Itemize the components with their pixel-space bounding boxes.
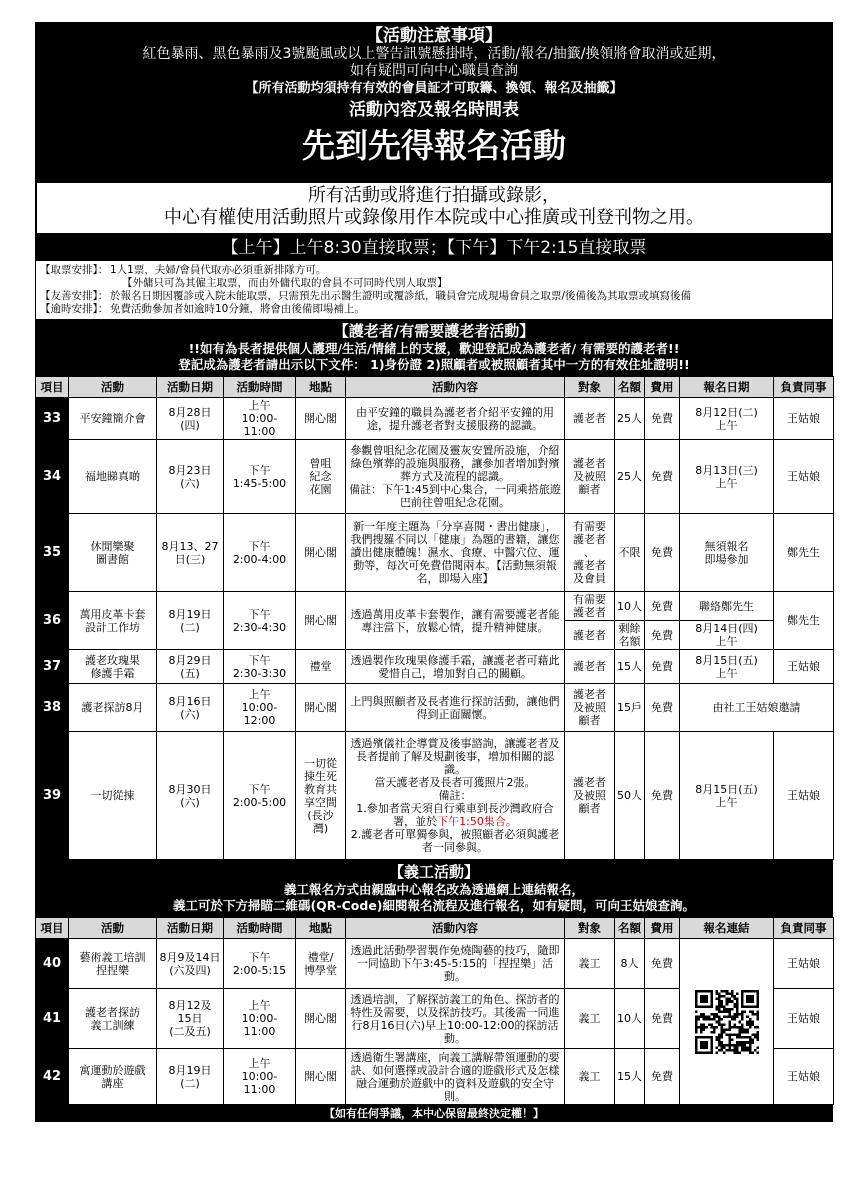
activity-fee: 免費: [645, 989, 680, 1049]
photo-notice: [35, 181, 833, 235]
staff-in-charge: 鄭先生: [774, 514, 834, 592]
col-header: 活動日期: [157, 377, 224, 398]
ticket-time-bar: 【上午】上午8:30直接取票；【下午】下午2:15直接取票: [35, 235, 833, 261]
activity-content: 新一年度主題為「分享喜閱・書出健康」，我們搜羅不同以「健康」為題的書籍，讓您讀出健康體魄！濕水、食療、中醫穴位、運動等，每次可免費借閱兩本。【活動無須報名，即場入座】: [346, 514, 565, 592]
activity-fee: 免費: [645, 592, 680, 621]
photo-notice-line-1: 所有活動或將進行拍攝或錄影，: [308, 185, 560, 206]
item-number: 36: [36, 592, 69, 650]
col-header: 活動日期: [157, 918, 224, 939]
registration-date: 8月12日(二) 上午: [680, 398, 774, 440]
assembly-time-highlight: 下午1:50集合: [437, 815, 506, 828]
col-header: 報名連結: [680, 918, 774, 939]
arrangement-notes: [35, 261, 833, 319]
col-header: 地點: [296, 918, 346, 939]
activity-time: 上午 10:00-12:00: [224, 684, 296, 732]
activity-content: 透過萬用皮革卡套製作，讓有需要護老者能專注當下，放鬆心情，提升精神健康。: [346, 592, 565, 650]
activity-quota: 25人: [615, 440, 645, 514]
item-number: 37: [36, 650, 69, 684]
col-header: 活動內容: [346, 377, 565, 398]
note-text: 1人1票，夫婦/會員代取亦必須重新排隊方可。: [110, 264, 327, 276]
activity-venue: 禮堂/ 博學堂: [296, 939, 346, 989]
flyer: [35, 22, 833, 1122]
activity-target: 護老者 及被照 顧者: [565, 684, 615, 732]
table-row: [36, 514, 834, 592]
activity-quota: 15人: [615, 1049, 645, 1105]
carer-section-sub-2: 登記成為護老者請出示以下文件： 1)身份證 2)照顧者或被照顧者其中一方的有效住址證明!!: [178, 357, 690, 372]
staff-in-charge: 王姑娘: [774, 650, 834, 684]
note-ticket: [40, 264, 828, 277]
activity-date: 8月29日 (五): [157, 650, 224, 684]
volunteer-section-title: 【義工活動】: [388, 863, 479, 881]
activity-venue: 開心閣: [296, 592, 346, 650]
volunteer-section-sub-2: 義工可於下方掃瞄二維碼(QR-Code)細閱報名流程及進行報名，如有疑問，可向王姑娘查詢。: [172, 898, 696, 913]
activity-name: 護老者探訪 義工訓練: [69, 989, 157, 1049]
col-header: 活動時間: [224, 918, 296, 939]
activity-fee: 免費: [645, 398, 680, 440]
content-text: 。 2.護老者可單獨參與，被照顧者必須與護老者一同參與。: [350, 815, 560, 854]
activity-time: 上午 10:00-11:00: [224, 1049, 296, 1105]
activity-time: 下午 2:00-4:00: [224, 514, 296, 592]
staff-in-charge: 王姑娘: [774, 1049, 834, 1105]
volunteer-activities-table: [35, 917, 834, 1105]
schedule-title: 活動內容及報名時間表: [349, 100, 519, 120]
col-header: 活動內容: [346, 918, 565, 939]
activity-target: 有需要 護老者: [565, 592, 615, 621]
table-row: [36, 650, 834, 684]
activity-target: 護老者 及被照 顧者: [565, 732, 615, 860]
table-row: [36, 939, 834, 989]
activity-name: 寓運動於遊戲 講座: [69, 1049, 157, 1105]
activity-name: 一切從捒: [69, 732, 157, 860]
activity-content: 由平安鐘的職員為護老者介紹平安鐘的用途，提升護老者對支援服務的認識。: [346, 398, 565, 440]
activity-target: 義工: [565, 989, 615, 1049]
note-late: [40, 303, 828, 316]
activity-date: 8月28日 (四): [157, 398, 224, 440]
registration-date: 聯絡鄭先生: [680, 592, 774, 621]
registration-date: 8月15日(五) 上午: [680, 650, 774, 684]
activity-fee: 免費: [645, 939, 680, 989]
activity-quota: 15人: [615, 650, 645, 684]
col-header: 費用: [645, 377, 680, 398]
col-header: 對象: [565, 918, 615, 939]
activity-venue: 曾咀 紀念 花園: [296, 440, 346, 514]
activity-fee: 免費: [645, 732, 680, 860]
col-header: 費用: [645, 918, 680, 939]
activity-target: 有需要 護老者 、 護老者 及會員: [565, 514, 615, 592]
staff-in-charge: 王姑娘: [774, 398, 834, 440]
carer-activities-table: [35, 376, 834, 860]
activity-quota: 10人: [615, 592, 645, 621]
activity-venue: 開心閣: [296, 1049, 346, 1105]
activity-date: 8月19日 (二): [157, 1049, 224, 1105]
activity-venue: 開心閣: [296, 684, 346, 732]
registration-note: 由社工王姑娘邀請: [680, 684, 834, 732]
activity-time: 上午 10:00-11:00: [224, 989, 296, 1049]
registration-date: 8月14日(四) 上午: [680, 621, 774, 650]
main-title: 先到先得報名活動: [302, 126, 566, 165]
activity-time: 下午 1:45-5:00: [224, 440, 296, 514]
col-header: 活動時間: [224, 377, 296, 398]
activity-fee: 免費: [645, 1049, 680, 1105]
activity-date: 8月19日 (二): [157, 592, 224, 650]
activity-date: 8月23日 (六): [157, 440, 224, 514]
staff-in-charge: 王姑娘: [774, 440, 834, 514]
activity-venue: 一切從 捒生死 教育共 享空間 (長沙 灣): [296, 732, 346, 860]
table-row: [36, 684, 834, 732]
item-number: 39: [36, 732, 69, 860]
col-header: 負責同事: [774, 918, 834, 939]
activity-target: 義工: [565, 1049, 615, 1105]
activity-fee: 免費: [645, 684, 680, 732]
activity-time: 下午 2:30-3:30: [224, 650, 296, 684]
activity-target: 護老者 及被照 顧者: [565, 440, 615, 514]
col-header: 活動: [69, 918, 157, 939]
notice-header: [35, 22, 833, 181]
item-number: 38: [36, 684, 69, 732]
table-header-row: [36, 377, 834, 398]
staff-in-charge: 王姑娘: [774, 989, 834, 1049]
activity-target: 護老者: [565, 621, 615, 650]
activity-name: 護老探訪8月: [69, 684, 157, 732]
notice-line-1: 紅色暴雨、黑色暴雨及3號颱風或以上警告訊號懸掛時，活動/報名/抽籤/換領將會取消或延期，: [142, 46, 726, 62]
activity-quota: 15戶: [615, 684, 645, 732]
activity-name: 福地睇真啲: [69, 440, 157, 514]
activity-content: 透過此活動學習製作免燒陶藝的技巧，隨即一同協助下午3:45-5:15的「捏捏樂」活動。: [346, 939, 565, 989]
activity-date: 8月9及14日 (六及四): [157, 939, 224, 989]
activity-venue: 開心閣: [296, 398, 346, 440]
activity-content: 透過製作玫瑰果修護手霜，讓護老者可藉此愛惜自己，增加對自己的關顧。: [346, 650, 565, 684]
notice-line-3: 【所有活動均須持有有效的會員証才可取籌、換領、報名及抽籤】: [245, 81, 623, 96]
activity-quota: 不限: [615, 514, 645, 592]
volunteer-section-header: [35, 860, 833, 917]
activity-fee: 免費: [645, 440, 680, 514]
activity-name: 休閒樂聚 圖書館: [69, 514, 157, 592]
registration-link-cell: [680, 939, 774, 1105]
staff-in-charge: 鄭先生: [774, 592, 834, 650]
activity-content: 上門與照顧者及長者進行探訪活動，讓他們得到正面關懷。: [346, 684, 565, 732]
table-row: [36, 592, 834, 621]
activity-quota: 25人: [615, 398, 645, 440]
item-number: 40: [36, 939, 69, 989]
note-label: 【逾時安排】：: [40, 303, 109, 315]
staff-in-charge: 王姑娘: [774, 732, 834, 860]
item-number: 41: [36, 989, 69, 1049]
activity-time: 下午 2:00-5:15: [224, 939, 296, 989]
activity-date: 8月12及 15日 (二及五): [157, 989, 224, 1049]
note-text: 於報名日期因覆診或入院未能取票，只需預先出示醫生證明或覆診紙，職員會完成現場會員之取票/後備後為其取票或填寫後備: [110, 290, 692, 302]
carer-section-sub-1: !!如有為長者提供個人護理/生活/情緒上的支援，歡迎登記成為護老者/ 有需要的護老者!!: [188, 341, 680, 356]
col-header: 負責同事: [774, 377, 834, 398]
note-maid: 【外傭只可為其僱主取票，而由外傭代取的會員不可同時代別人取票】: [122, 277, 448, 289]
col-header: 項目: [36, 918, 69, 939]
col-header: 對象: [565, 377, 615, 398]
col-header: 名額: [615, 377, 645, 398]
activity-name: 平安鐘簡介會: [69, 398, 157, 440]
activity-fee: 免費: [645, 514, 680, 592]
activity-quota: 10人: [615, 989, 645, 1049]
activity-content: 透過衛生署講座，向義工講解帶領運動的要訣、如何選擇或設計合適的遊戲形式及怎樣融合運動於遊戲中的資料及遊戲的安全守則。: [346, 1049, 565, 1105]
note-text: 免費活動參加者如逾時10分鐘，將會由後備即場補上。: [110, 303, 365, 315]
activity-name: 萬用皮革卡套 設計工作坊: [69, 592, 157, 650]
activity-name: 護老玫瑰果 修護手霜: [69, 650, 157, 684]
activity-quota: 剩餘 名額: [615, 621, 645, 650]
activity-name: 藝術義工培訓 捏捏樂: [69, 939, 157, 989]
activity-date: 8月30日 (六): [157, 732, 224, 860]
table-row: [36, 398, 834, 440]
activity-venue: 禮堂: [296, 650, 346, 684]
activity-target: 護老者: [565, 398, 615, 440]
table-row: [36, 440, 834, 514]
col-header: 名額: [615, 918, 645, 939]
registration-date: 8月13日(三) 上午: [680, 440, 774, 514]
col-header: 項目: [36, 377, 69, 398]
photo-notice-line-2: 中心有權使用活動照片或錄像用作本院或中心推廣或刊登刊物之用。: [164, 207, 704, 228]
volunteer-section-sub-1: 義工報名方式由親臨中心報名改為透過網上連結報名，: [283, 882, 584, 897]
content-text: 透過殯儀社企導賞及後事諮詢，讓護老者及長者提前了解及規劃後事，增加相關的認識。 當天護老者及長者可獲照片2張。 備註： 1.參加者當天須自行乘車到長沙灣政府合署，並於: [350, 737, 560, 828]
note-label: 【友善安排】：: [40, 290, 109, 302]
qr-code[interactable]: [695, 990, 759, 1054]
table-header-row: [36, 918, 834, 939]
activity-target: 義工: [565, 939, 615, 989]
col-header: 地點: [296, 377, 346, 398]
activity-date: 8月16日 (六): [157, 684, 224, 732]
activity-date: 8月13、27 日(三): [157, 514, 224, 592]
staff-in-charge: 王姑娘: [774, 939, 834, 989]
registration-date: 無須報名 即場參加: [680, 514, 774, 592]
activity-content: 透過培訓，了解探訪義工的角色、探訪者的特性及需要，以及探訪技巧。其後需一同進行8月16日(六)早上10:00-12:00的探訪活動。: [346, 989, 565, 1049]
activity-quota: 50人: [615, 732, 645, 860]
item-number: 34: [36, 440, 69, 514]
carer-section-title: 【護老者/有需要護老者活動】: [333, 322, 535, 340]
col-header: 活動: [69, 377, 157, 398]
activity-time: 下午 2:00-5:00: [224, 732, 296, 860]
carer-section-header: [35, 319, 833, 376]
activity-venue: 開心閣: [296, 989, 346, 1049]
activity-content: [346, 732, 565, 860]
activity-target: 護老者: [565, 650, 615, 684]
col-header: 報名日期: [680, 377, 774, 398]
table-row: [36, 732, 834, 860]
activity-venue: 開心閣: [296, 514, 346, 592]
footer-disclaimer: 【如有任何爭議，本中心保留最終決定權！】: [35, 1105, 833, 1122]
item-number: 35: [36, 514, 69, 592]
activity-fee: 免費: [645, 621, 680, 650]
activity-quota: 8人: [615, 939, 645, 989]
activity-time: 上午 10:00-11:00: [224, 398, 296, 440]
activity-content: 參觀曾咀紀念花園及靈灰安置所設施，介紹綠色殯葬的設施與服務，讓參加者增加對殯葬方式及流程的認識。 備註：下午1:45到中心集合，一同乘搭旅遊巴前往曾咀紀念花園。: [346, 440, 565, 514]
note-friendly: [40, 290, 828, 303]
notice-title: 【活動注意事項】: [366, 26, 502, 46]
item-number: 33: [36, 398, 69, 440]
item-number: 42: [36, 1049, 69, 1105]
notice-line-2: 如有疑問可向中心職員查詢: [350, 63, 518, 79]
activity-time: 下午 2:30-4:30: [224, 592, 296, 650]
registration-date: 8月15日(五) 上午: [680, 732, 774, 860]
activity-fee: 免費: [645, 650, 680, 684]
note-label: 【取票安排】：: [40, 264, 109, 276]
